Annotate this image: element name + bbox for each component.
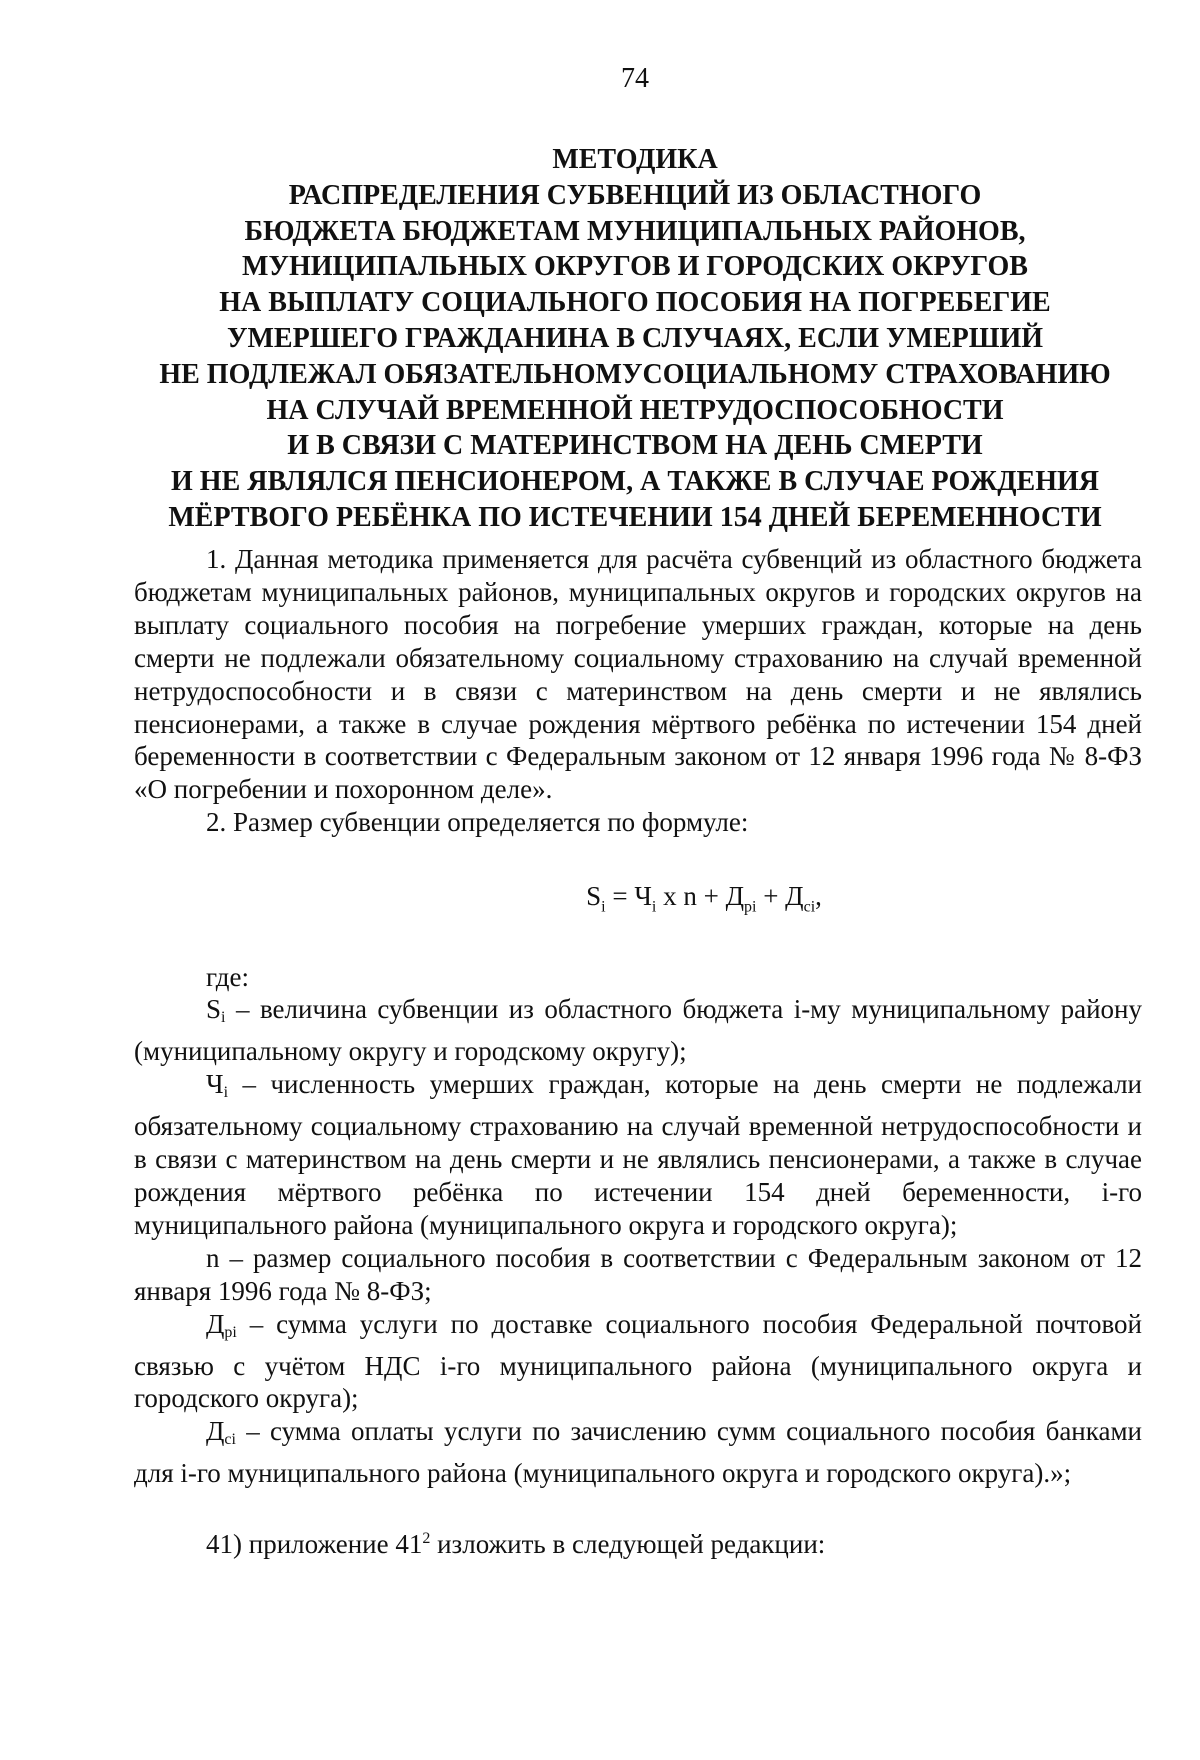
title-line: БЮДЖЕТА БЮДЖЕТАМ МУНИЦИПАЛЬНЫХ РАЙОНОВ, [244,215,1026,247]
paragraph-1: 1. Данная методика применяется для расчёта субвенций из областного бюджета бюджетам муниципальных районов, муниципальных округов и городских округов на выплату социального пособия на погребение умерших граждан, которые на день смерти не подлежали обязательному социальному страхованию на случай временной нетрудоспособности и в связи с материнством на день смерти и не являлись пенсионерами, а также в случае рождения мёртвого ребёнка по истечении 154 дней беременности в соответствии с Федеральным законом от 12 января 1996 года № 8-ФЗ «О погребении и похоронном деле». [134,544,1142,805]
definition-text: – сумма услуги по доставке социального пособия Федеральной почтовой связью с учётом НДС i-го муниципального района (муниципального округа и городского округа); [134,1308,1142,1414]
formula-punctuation: , [815,881,822,912]
definition-symbol: Ч [206,1069,224,1100]
formula-symbol: Д [785,881,804,912]
title-line: И В СВЯЗИ С МАТЕРИНСТВОМ НА ДЕНЬ СМЕРТИ [287,430,983,462]
formula-operator: x n + [656,881,726,912]
definition-text: – сумма оплаты услуги по зачислению сумм социального пособия банками для i-го муниципального района (муниципального округа и городского округа).»; [134,1416,1142,1489]
definition-subscript: ci [224,1431,236,1449]
definition-symbol: Д [206,1308,225,1339]
item-41-superscript: 2 [422,1530,431,1548]
title-line: И НЕ ЯВЛЯЛСЯ ПЕНСИОНЕРОМ, А ТАКЖЕ В СЛУЧАЕ РОЖДЕНИЯ [171,466,1099,498]
document-title [128,142,1142,536]
definition-text: – численность умерших граждан, которые на день смерти не подлежали обязательному социальному страхованию на случай временной нетрудоспособности и в связи с материнством на день смерти и не являлись пенсионерами, а также в случае рождения мёртвого ребёнка по истечении 154 дней беременности, i-го муниципального района (муниципального округа и городского округа); [134,1069,1142,1240]
definition-dc [134,1415,1142,1490]
title-line: МЕТОДИКА [552,144,718,175]
definition-n: n – размер социального пособия в соответствии с Федеральным законом от 12 января 1996 года № 8-ФЗ; [134,1242,1142,1306]
formula-operator: = [605,881,635,912]
title-line: УМЕРШЕГО ГРАЖДАНИНА В СЛУЧАЯХ, ЕСЛИ УМЕРШИЙ [226,322,1044,354]
formula-symbol: Д [725,881,744,912]
definition-subscript: i [221,1009,226,1027]
formula-subscript: ci [803,898,816,916]
definition-subscript: i [223,1084,229,1102]
definition-symbol: Д [206,1416,225,1447]
where-label: где: [206,961,249,992]
title-line: МУНИЦИПАЛЬНЫХ ОКРУГОВ И ГОРОДСКИХ ОКРУГОВ [242,251,1028,283]
title-line: МЁРТВОГО РЕБЁНКА ПО ИСТЕЧЕНИИ 154 ДНЕЙ БЕРЕМЕННОСТИ [168,501,1102,533]
definition-ch [134,1068,1142,1242]
definition-subscript: pi [224,1323,237,1341]
title-line: НА ВЫПЛАТУ СОЦИАЛЬНОГО ПОСОБИЯ НА ПОГРЕБЕГИЕ [219,287,1051,319]
item-41-text-end: изложить в следующей редакции: [430,1529,826,1560]
title-line: НА СЛУЧАЙ ВРЕМЕННОЙ НЕТРУДОСПОСОБНОСТИ [266,394,1004,426]
formula-subscript: i [651,898,657,916]
title-line: РАСПРЕДЕЛЕНИЯ СУБВЕНЦИЙ ИЗ ОБЛАСТНОГО [288,179,982,211]
subvention-formula [134,879,1142,924]
item-41-text: 41) приложение 41 [206,1529,423,1560]
item-41 [134,1528,1142,1561]
document-body [134,543,1142,1561]
formula-subscript: pi [743,898,757,916]
formula-symbol: S [586,881,602,912]
definition-text: – величина субвенции из областного бюджета i-му муниципальному району (муниципальному округу и городскому округу); [134,994,1142,1067]
formula-operator: + [756,881,786,912]
definition-s [134,993,1142,1068]
title-line: НЕ ПОДЛЕЖАЛ ОБЯЗАТЕЛЬНОМУСОЦИАЛЬНОМУ СТРАХОВАНИЮ [159,358,1111,390]
formula-subscript: i [601,898,606,916]
paragraph-2: 2. Размер субвенции определяется по формуле: [206,807,749,838]
page-number: 74 [621,63,649,94]
formula-symbol: Ч [634,881,652,912]
definition-symbol: S [206,994,222,1025]
definition-dp [134,1308,1142,1416]
